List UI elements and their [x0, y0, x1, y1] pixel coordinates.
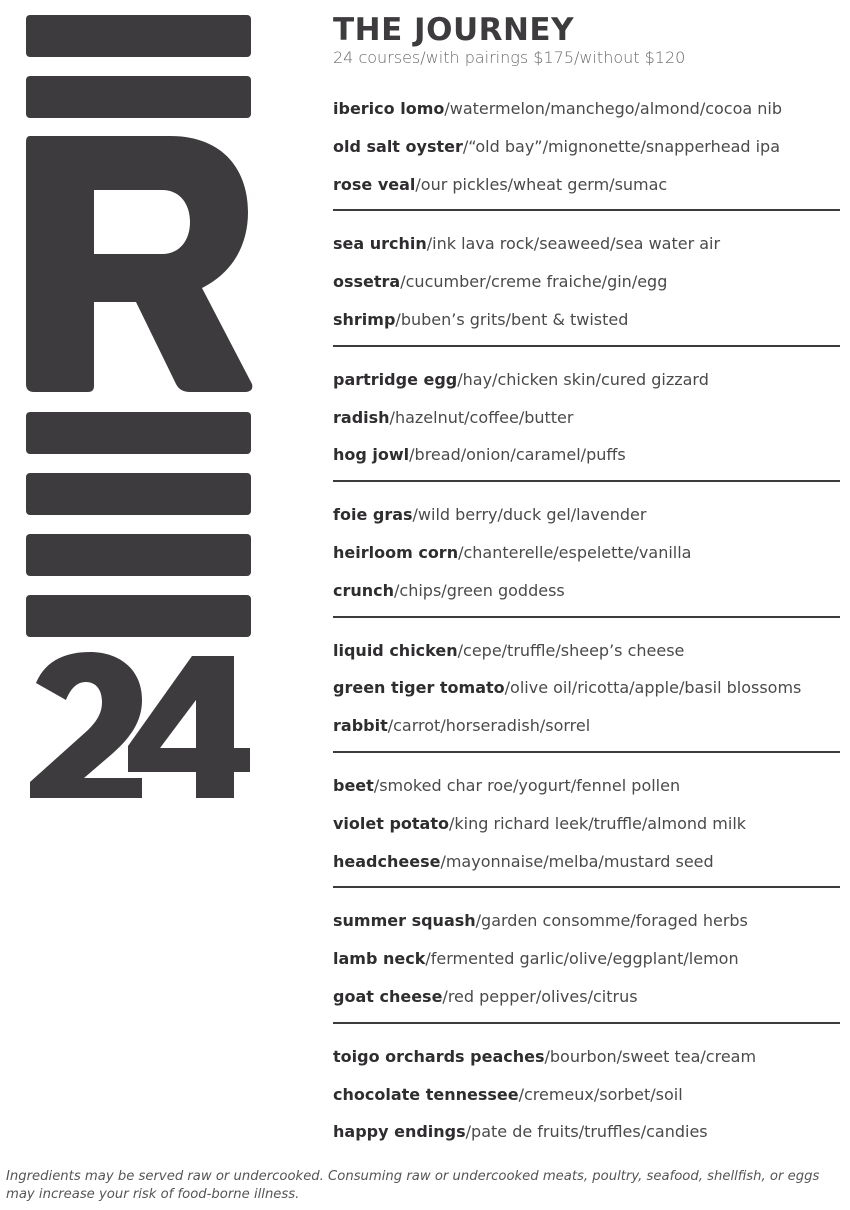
- course-name: lamb neck: [333, 949, 426, 969]
- course-item: [333, 128, 840, 166]
- allergy-disclaimer: Ingredients may be served raw or undercooked. Consuming raw or undercooked meats, poultry, seafood, shellfish, or eggs may increase your risk of food-borne illness.: [6, 1169, 820, 1202]
- course-details: /chanterelle/espelette/vanilla: [458, 542, 692, 562]
- logo-digit-2: [30, 652, 142, 798]
- course-item: [333, 1113, 840, 1151]
- course-details: /watermelon/manchego/almond/cocoa nib: [444, 99, 783, 118]
- course-name: rose veal: [333, 174, 416, 194]
- course-details: /bread/onion/caramel/puffs: [409, 445, 626, 465]
- course-name: hog jowl: [333, 445, 410, 465]
- course-details: /cucumber/creme fraiche/gin/egg: [400, 272, 668, 292]
- course-details: /garden consomme/foraged herbs: [475, 911, 748, 931]
- course-name: summer squash: [333, 911, 476, 931]
- course-details: /hazelnut/coffee/butter: [389, 407, 574, 427]
- course-name: happy endings: [333, 1122, 466, 1142]
- course-item: [333, 767, 840, 805]
- course-details: /pate de fruits/truffles/candies: [465, 1122, 708, 1142]
- course-details: /wild berry/duck gel/lavender: [412, 505, 647, 525]
- course-details: /hay/chicken skin/cured gizzard: [457, 369, 709, 389]
- course-details: /ink lava rock/seaweed/sea water air: [426, 234, 721, 254]
- course-name: shrimp: [333, 309, 396, 329]
- course-group: [333, 902, 840, 1023]
- course-item: [333, 940, 840, 978]
- course-item: [333, 361, 840, 399]
- course-item: [333, 90, 840, 128]
- course-name: green tiger tomato: [333, 678, 505, 698]
- logo-bar-3: [26, 412, 251, 454]
- logo-glyphs: [0, 0, 260, 820]
- course-item: [333, 669, 840, 707]
- course-group: [333, 90, 840, 211]
- course-name: iberico lomo: [333, 99, 445, 118]
- course-item: [333, 632, 840, 670]
- course-item: [333, 496, 840, 534]
- logo-bar-4: [26, 473, 251, 515]
- course-name: violet potato: [333, 813, 449, 833]
- course-name: foie gras: [333, 505, 413, 525]
- course-item: [333, 225, 840, 263]
- course-details: /chips/green goddess: [394, 580, 565, 600]
- course-item: [333, 301, 840, 339]
- course-name: toigo orchards peaches: [333, 1046, 545, 1066]
- course-item: [333, 572, 840, 610]
- course-name: heirloom corn: [333, 542, 459, 562]
- course-name: rabbit: [333, 716, 388, 736]
- course-details: /mayonnaise/melba/mustard seed: [440, 851, 714, 871]
- menu: [333, 12, 840, 1171]
- course-details: /smoked char roe/yogurt/fennel pollen: [373, 775, 681, 795]
- course-item: [333, 399, 840, 437]
- course-name: goat cheese: [333, 986, 443, 1006]
- course-group: [333, 225, 840, 346]
- logo-bar-6: [26, 595, 251, 637]
- course-name: crunch: [333, 580, 395, 600]
- logo-bar-5: [26, 534, 251, 576]
- course-item: [333, 1038, 840, 1076]
- course-item: [333, 1076, 840, 1114]
- course-name: headcheese: [333, 851, 441, 871]
- course-list: [333, 90, 840, 1157]
- course-name: beet: [333, 775, 374, 795]
- course-name: chocolate tennessee: [333, 1084, 519, 1104]
- course-item: [333, 805, 840, 843]
- course-name: partridge egg: [333, 369, 458, 389]
- course-name: liquid chicken: [333, 640, 458, 660]
- course-details: /buben’s grits/bent & twisted: [395, 309, 629, 329]
- course-group: [333, 361, 840, 482]
- course-details: /olive oil/ricotta/apple/basil blossoms: [504, 678, 802, 698]
- course-name: ossetra: [333, 272, 401, 292]
- course-details: /“old bay”/mignonette/snapperhead ipa: [462, 136, 781, 156]
- logo-digit-4: [128, 656, 250, 798]
- course-group: [333, 1038, 840, 1157]
- course-group: [333, 767, 840, 888]
- course-item: [333, 263, 840, 301]
- course-details: /cepe/truffle/sheep’s cheese: [457, 640, 685, 660]
- course-name: old salt oyster: [333, 136, 463, 156]
- course-item: [333, 902, 840, 940]
- course-name: radish: [333, 407, 390, 427]
- menu-title: THE JOURNEY: [333, 12, 575, 48]
- menu-subtitle: 24 courses/with pairings $175/without $120: [333, 48, 686, 67]
- r24-logo: [0, 0, 260, 820]
- course-item: [333, 436, 840, 474]
- course-item: [333, 843, 840, 881]
- course-details: /king richard leek/truffle/almond milk: [449, 813, 747, 833]
- course-item: [333, 978, 840, 1016]
- course-details: /our pickles/wheat germ/sumac: [415, 174, 668, 194]
- course-group: [333, 632, 840, 753]
- course-item: [333, 534, 840, 572]
- course-item: [333, 707, 840, 745]
- course-details: /cremeux/sorbet/soil: [518, 1084, 683, 1104]
- course-name: sea urchin: [333, 234, 427, 254]
- course-group: [333, 496, 840, 617]
- course-details: /red pepper/olives/citrus: [442, 986, 638, 1006]
- course-item: [333, 166, 840, 204]
- course-details: /fermented garlic/olive/eggplant/lemon: [425, 949, 739, 969]
- logo-letter-r: [26, 136, 252, 392]
- course-details: /carrot/horseradish/sorrel: [387, 716, 591, 736]
- course-details: /bourbon/sweet tea/cream: [544, 1046, 757, 1066]
